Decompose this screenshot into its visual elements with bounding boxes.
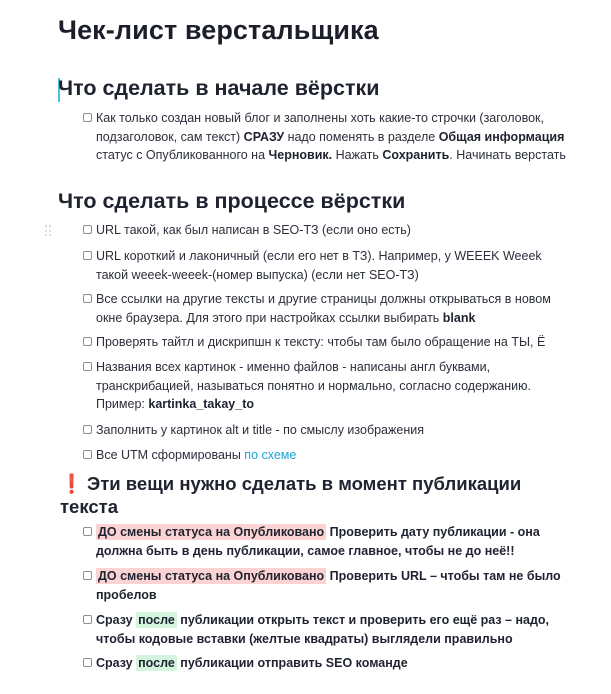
checkbox[interactable] — [83, 294, 92, 303]
item-text: публикации открыть текст и проверить его ещё раз – надо, чтобы кодовые вставки (желтые квадраты) выглядели правильно — [96, 613, 550, 646]
checklist-item — [83, 446, 573, 465]
drag-handle-icon[interactable] — [45, 225, 51, 237]
item-text-bold: Черновик. — [268, 148, 333, 162]
item-text: Проверить URL – чтобы там не было пробелов — [96, 569, 561, 602]
item-text: Как только создан новый блог и заполнены хоть какие-то строчки (заголовок, подзаголовок, сам текст) — [96, 111, 544, 144]
checklist-item — [83, 333, 573, 352]
item-text: URL такой, как был написан в SEO-ТЗ (если оно есть) — [96, 223, 411, 237]
item-text: Сразу — [96, 656, 137, 670]
highlight-before-publish: ДО смены статуса на Опубликовано — [98, 569, 325, 583]
item-text: надо поменять в разделе — [284, 129, 439, 144]
checklist-item — [83, 654, 573, 673]
heading-text: Эти вещи нужно сделать в момент публикации текста — [60, 473, 522, 517]
item-text: Нажать — [332, 148, 383, 162]
checkbox[interactable] — [83, 337, 92, 346]
highlight-after-publish: после — [138, 656, 175, 670]
checkbox[interactable] — [83, 225, 92, 234]
item-text: Сразу — [96, 613, 137, 627]
checkbox[interactable] — [83, 658, 92, 667]
item-text: Названия всех картинок - именно файлов - написаны англ буквами, транскрибацией, называться понятно и нормально, согласно содержанию. Пример: — [96, 360, 531, 411]
section-heading-publication[interactable] — [60, 472, 560, 518]
checklist-item — [83, 221, 573, 240]
item-text: . Начинать верстать — [449, 148, 566, 162]
item-text: статус с Опубликованного на — [96, 148, 269, 162]
highlight-after-publish: после — [138, 613, 175, 627]
checkbox[interactable] — [83, 615, 92, 624]
exclamation-icon: ❗ — [60, 473, 84, 494]
item-text-bold: blank — [442, 310, 476, 325]
item-text: Проверять тайтл и дискрипшн к тексту: чтобы там было обращение на ТЫ, Ё — [96, 335, 546, 349]
item-text: публикации отправить SEO команде — [176, 656, 408, 670]
checkbox[interactable] — [83, 251, 92, 260]
item-text-bold: Общая информация — [438, 129, 565, 144]
utm-scheme-link[interactable]: по схеме — [244, 448, 297, 462]
item-text: Заполнить у картинок alt и title - по смыслу изображения — [96, 423, 424, 437]
checkbox[interactable] — [83, 113, 92, 122]
item-text-bold: Сохранить — [382, 148, 450, 162]
item-text: Все UTM сформированы — [96, 448, 245, 462]
checkbox[interactable] — [83, 425, 92, 434]
checkbox[interactable] — [83, 450, 92, 459]
page-title: Чек-лист верстальщика — [58, 15, 379, 45]
checkbox[interactable] — [83, 571, 92, 580]
checklist-item — [83, 567, 573, 604]
item-text: URL короткий и лаконичный (если его нет в ТЗ). Например, у WEEEK Weeek такой weeek-weeek-(номер выпуска) (если нет SEO-ТЗ) — [96, 249, 542, 282]
checkbox[interactable] — [83, 362, 92, 371]
checklist-item — [83, 109, 573, 165]
section-heading-start[interactable]: Что сделать в начале вёрстки — [58, 76, 380, 100]
checklist-item — [83, 523, 573, 560]
checkbox[interactable] — [83, 527, 92, 536]
item-text-bold: СРАЗУ — [243, 129, 285, 144]
section-heading-process[interactable]: Что сделать в процессе вёрстки — [58, 189, 406, 213]
checklist-item — [83, 290, 573, 327]
item-text: Проверить дату публикации - она должна быть в день публикации, самое главное, чтобы не до неё!! — [96, 525, 540, 558]
item-text-bold: kartinka_takay_to — [148, 397, 254, 411]
checklist-item — [83, 611, 573, 648]
checklist-item — [83, 358, 573, 414]
item-text: Все ссылки на другие тексты и другие страницы должны открываться в новом окне браузера. Для этого при настройках ссылки выбирать — [96, 292, 551, 325]
highlight-before-publish: ДО смены статуса на Опубликовано — [98, 525, 325, 539]
checklist-item — [83, 421, 573, 440]
checklist-item — [83, 247, 573, 284]
